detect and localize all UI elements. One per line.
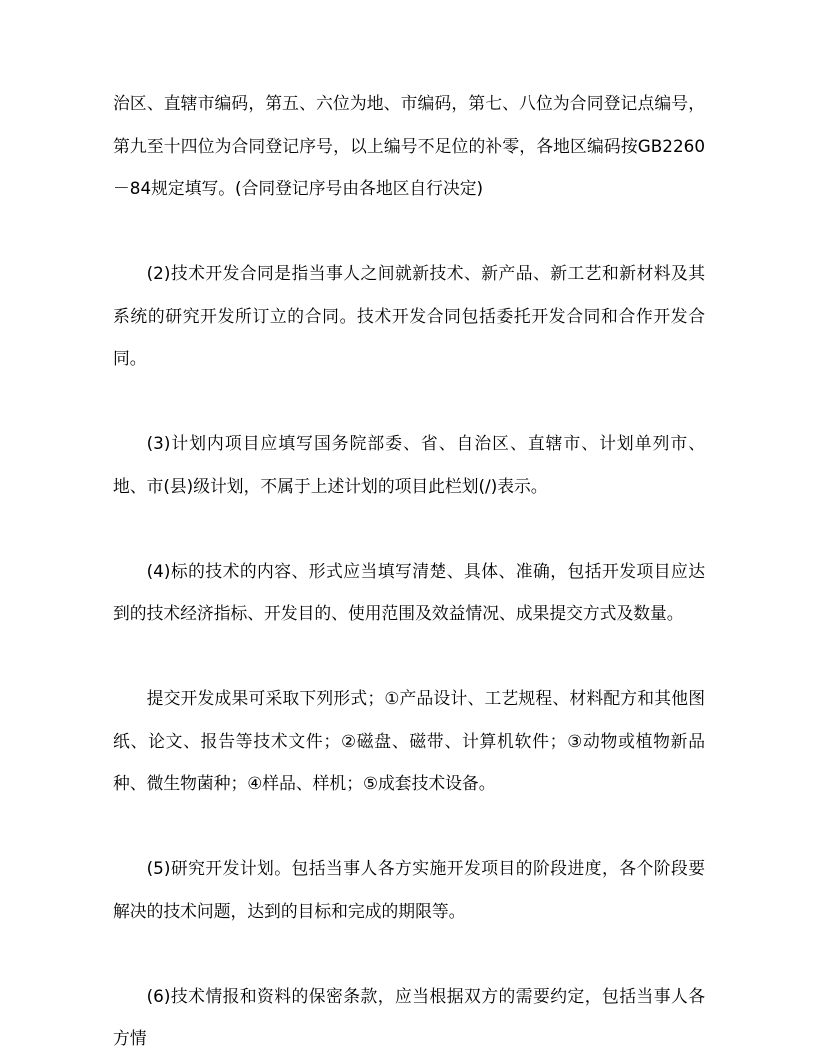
paragraph-item-3-planned-projects: (3)计划内项目应填写国务院部委、省、自治区、直辖市、计划单列市、地、市(县)级计划，不属于上述计划的项目此栏划(/)表示。	[113, 433, 705, 496]
paragraph-continuation-registration-coding: 治区、直辖市编码，第五、六位为地、市编码，第七、八位为合同登记点编号，第九至十四位为合同登记序号，以上编号不足位的补零，各地区编码按GB2260－84规定填写。(合同登记序号由各地区自行决定)	[113, 93, 705, 198]
paragraph-development-result-forms: 提交开发成果可采取下列形式；①产品设计、工艺规程、材料配方和其他图纸、论文、报告等技术文件；②磁盘、磁带、计算机软件；③动物或植物新品种、微生物菌种；④样品、样机；⑤成套技术设备。	[113, 688, 705, 793]
paragraph-item-5-research-development-plan: (5)研究开发计划。包括当事人各方实施开发项目的阶段进度，各个阶段要解决的技术问题，达到的目标和完成的期限等。	[113, 858, 705, 921]
paragraph-item-6-confidentiality-clause: (6)技术情报和资料的保密条款，应当根据双方的需要约定，包括当事人各方情	[113, 985, 705, 1048]
document-body	[113, 82, 705, 1056]
paragraph-item-2-tech-development-contract: (2)技术开发合同是指当事人之间就新技术、新产品、新工艺和新材料及其系统的研究开发所订立的合同。技术开发合同包括委托开发合同和合作开发合同。	[113, 263, 705, 368]
paragraph-item-4-subject-technology: (4)标的技术的内容、形式应当填写清楚、具体、准确，包括开发项目应达到的技术经济指标、开发目的、使用范围及效益情况、成果提交方式及数量。	[113, 560, 705, 623]
